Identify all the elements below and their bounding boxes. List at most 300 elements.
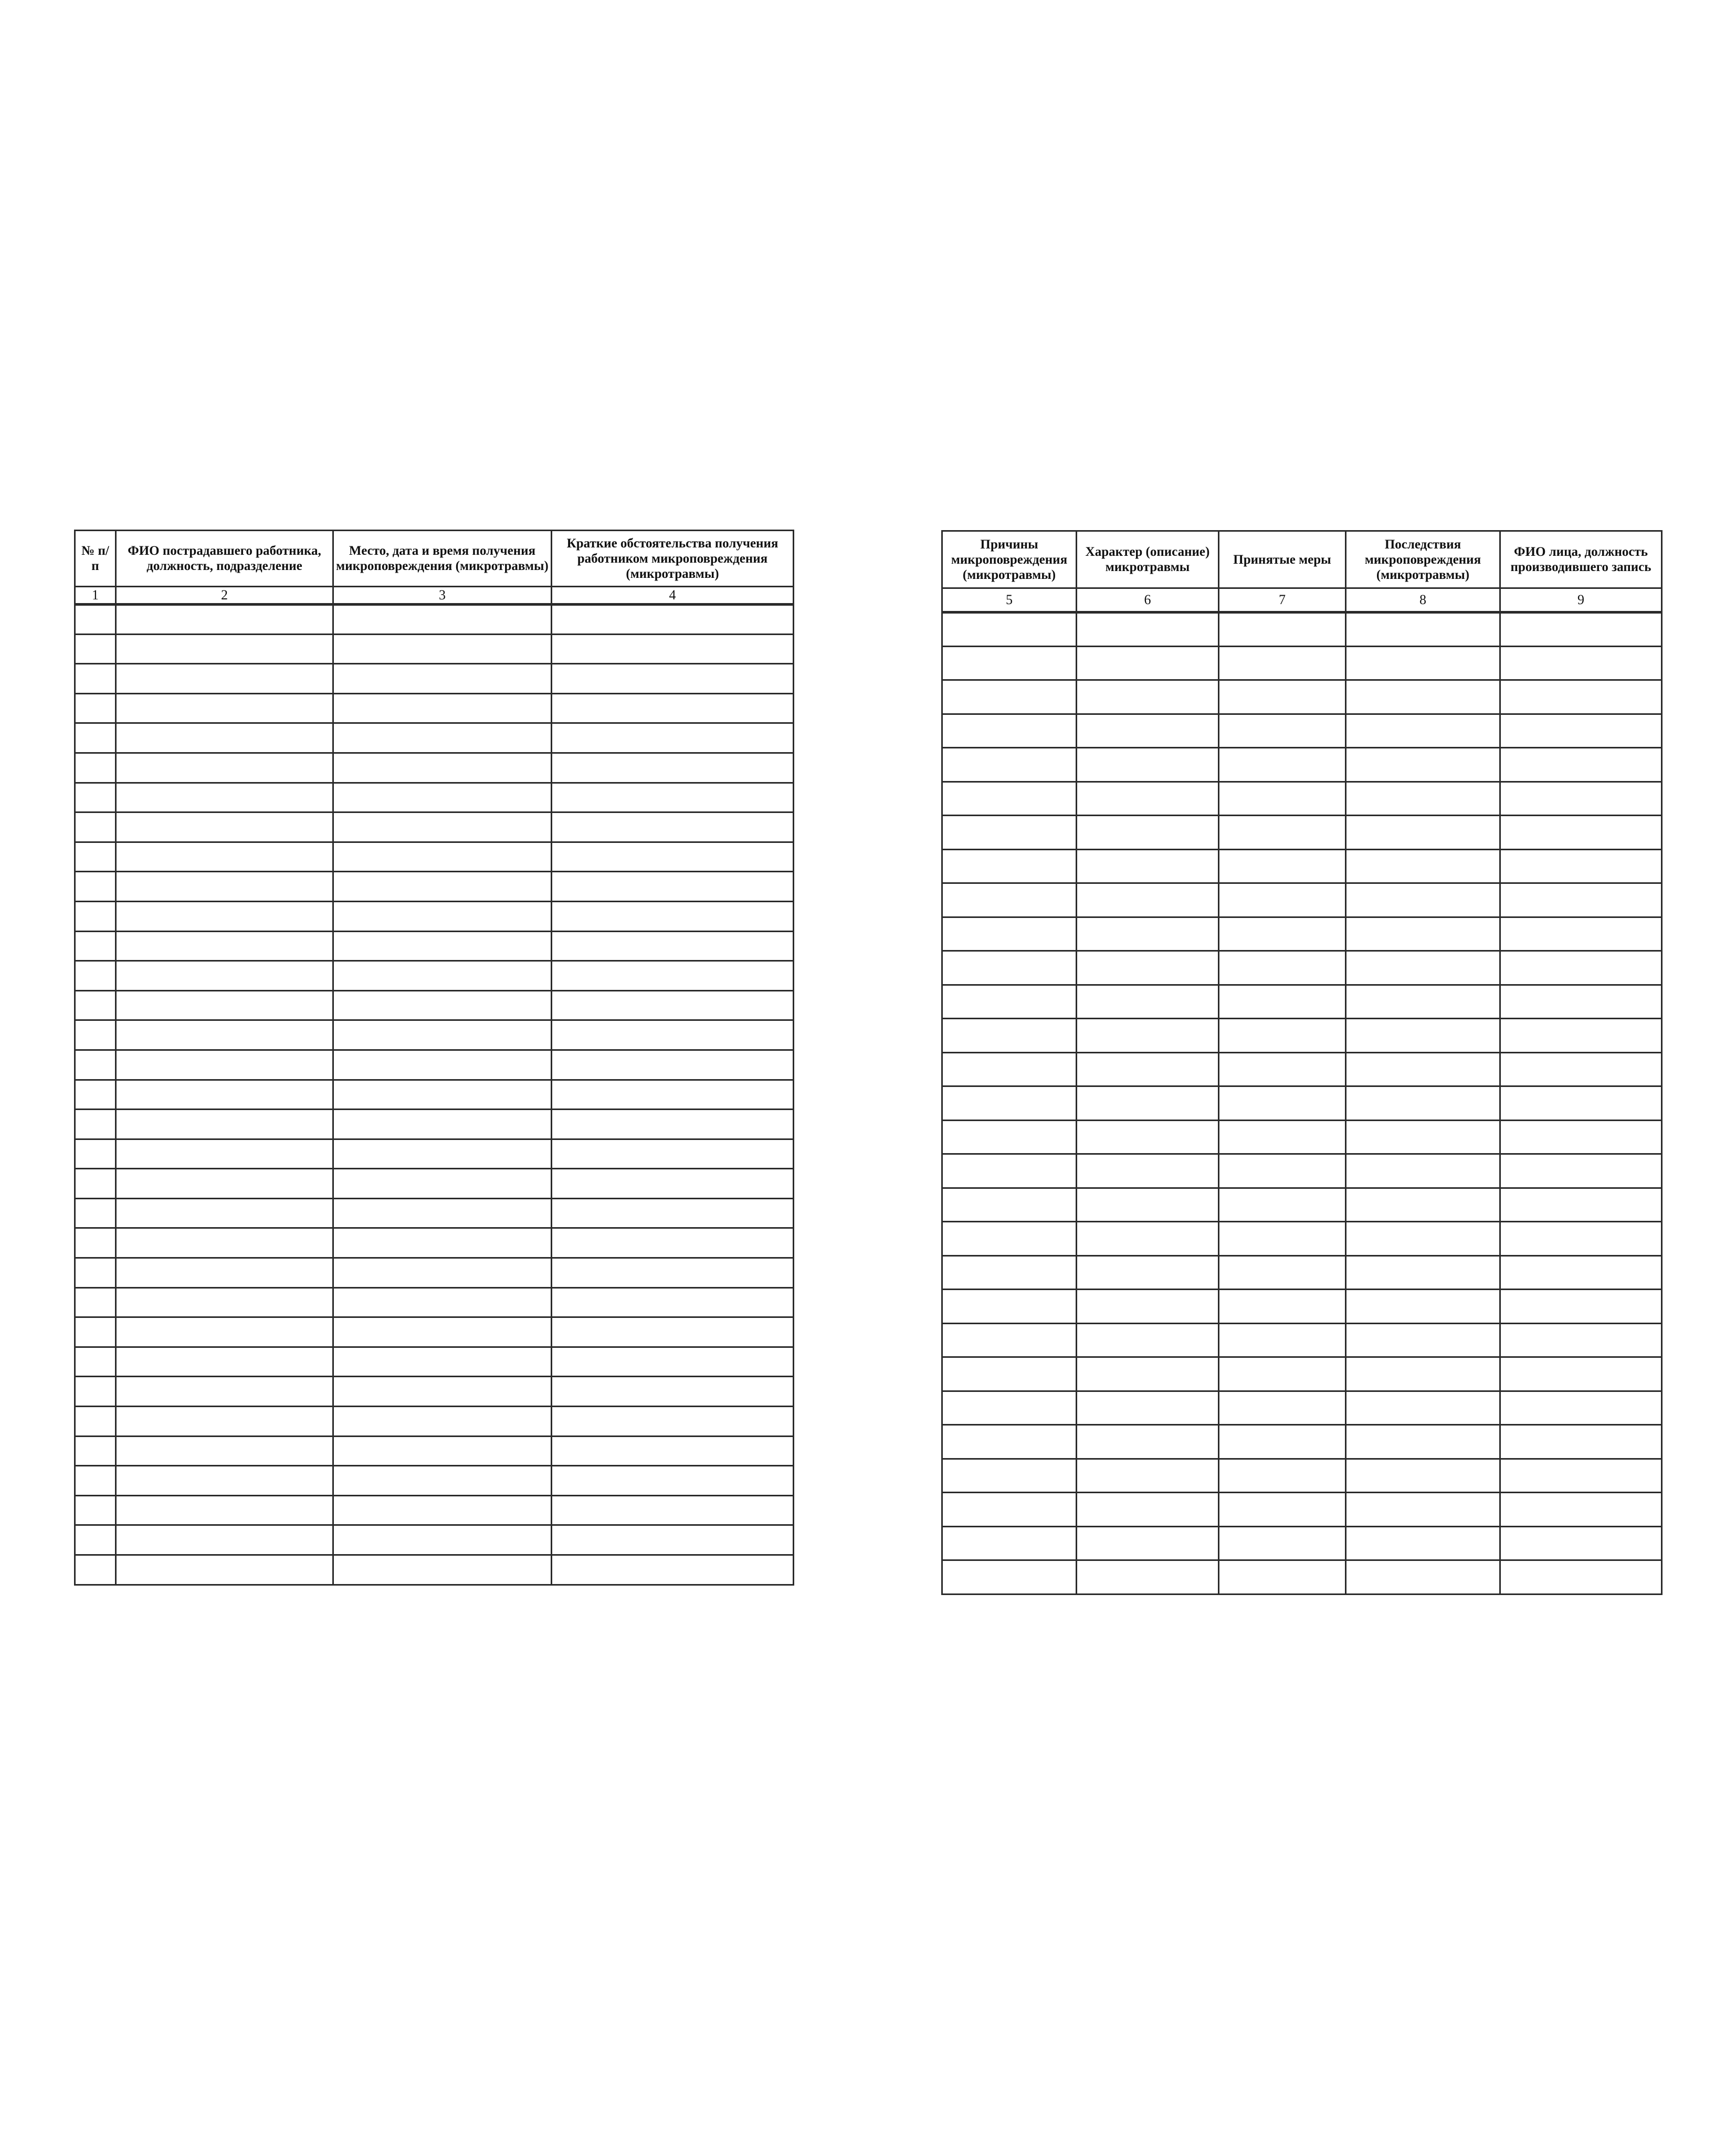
entry-cell[interactable] — [116, 634, 333, 664]
entry-cell[interactable] — [1219, 1560, 1346, 1595]
entry-cell[interactable] — [333, 783, 552, 812]
entry-cell[interactable] — [1077, 1357, 1219, 1391]
entry-cell[interactable] — [942, 1425, 1077, 1459]
entry-cell[interactable] — [75, 1407, 116, 1437]
entry-cell[interactable] — [75, 872, 116, 902]
entry-cell[interactable] — [1077, 680, 1219, 714]
entry-cell[interactable] — [1077, 1222, 1219, 1256]
entry-cell[interactable] — [552, 1436, 794, 1466]
entry-cell[interactable] — [1500, 849, 1662, 883]
entry-cell[interactable] — [1219, 782, 1346, 816]
entry-cell[interactable] — [552, 1258, 794, 1288]
entry-cell[interactable] — [942, 1188, 1077, 1222]
entry-cell[interactable] — [1346, 951, 1500, 985]
entry-cell[interactable] — [116, 693, 333, 723]
entry-cell[interactable] — [1346, 1560, 1500, 1595]
entry-cell[interactable] — [75, 1139, 116, 1169]
table-row — [942, 883, 1662, 917]
entry-cell[interactable] — [75, 1287, 116, 1317]
entry-cell[interactable] — [116, 1080, 333, 1110]
entry-cell[interactable] — [552, 753, 794, 783]
entry-cell[interactable] — [1500, 917, 1662, 951]
entry-cell[interactable] — [333, 1080, 552, 1110]
left-table-body — [75, 605, 794, 1585]
entry-cell[interactable] — [552, 1228, 794, 1258]
entry-cell[interactable] — [552, 1110, 794, 1139]
entry-cell[interactable] — [116, 723, 333, 753]
entry-cell[interactable] — [75, 1347, 116, 1377]
table-row — [942, 917, 1662, 951]
table-row — [75, 901, 794, 931]
entry-cell[interactable] — [116, 783, 333, 812]
entry-cell[interactable] — [552, 1020, 794, 1050]
entry-cell[interactable] — [75, 1377, 116, 1407]
entry-cell[interactable] — [333, 990, 552, 1020]
entry-cell[interactable] — [116, 1287, 333, 1317]
entry-cell[interactable] — [116, 990, 333, 1020]
table-row — [942, 1120, 1662, 1154]
entry-cell[interactable] — [942, 1526, 1077, 1560]
entry-cell[interactable] — [333, 1317, 552, 1347]
entry-cell[interactable] — [333, 1525, 552, 1555]
entry-cell[interactable] — [1077, 816, 1219, 850]
entry-cell[interactable] — [552, 664, 794, 694]
entry-cell[interactable] — [116, 1139, 333, 1169]
table-row — [75, 1228, 794, 1258]
entry-cell[interactable] — [1077, 1391, 1219, 1425]
entry-cell[interactable] — [116, 1377, 333, 1407]
entry-cell[interactable] — [552, 605, 794, 635]
entry-cell[interactable] — [1346, 1222, 1500, 1256]
entry-cell[interactable] — [1219, 951, 1346, 985]
entry-cell[interactable] — [552, 1495, 794, 1525]
entry-cell[interactable] — [333, 1436, 552, 1466]
entry-cell[interactable] — [333, 1377, 552, 1407]
entry-cell[interactable] — [116, 1495, 333, 1525]
entry-cell[interactable] — [116, 1198, 333, 1228]
entry-cell[interactable] — [333, 723, 552, 753]
entry-cell[interactable] — [942, 1154, 1077, 1188]
entry-cell[interactable] — [1500, 1086, 1662, 1121]
entry-cell[interactable] — [942, 613, 1077, 647]
entry-cell[interactable] — [1500, 1323, 1662, 1357]
entry-cell[interactable] — [552, 1525, 794, 1555]
entry-cell[interactable] — [75, 1317, 116, 1347]
entry-cell[interactable] — [942, 816, 1077, 850]
entry-cell[interactable] — [75, 693, 116, 723]
entry-cell[interactable] — [75, 842, 116, 872]
entry-cell[interactable] — [116, 1555, 333, 1585]
entry-cell[interactable] — [942, 1052, 1077, 1086]
entry-cell[interactable] — [116, 961, 333, 991]
entry-cell[interactable] — [1219, 917, 1346, 951]
entry-cell[interactable] — [75, 1466, 116, 1496]
entry-cell[interactable] — [552, 1050, 794, 1080]
entry-cell[interactable] — [116, 1525, 333, 1555]
entry-cell[interactable] — [552, 990, 794, 1020]
entry-cell[interactable] — [1219, 1019, 1346, 1053]
entry-cell[interactable] — [1346, 849, 1500, 883]
entry-cell[interactable] — [1077, 1120, 1219, 1154]
entry-cell[interactable] — [552, 1466, 794, 1496]
entry-cell[interactable] — [942, 917, 1077, 951]
entry-cell[interactable] — [75, 1169, 116, 1199]
entry-cell[interactable] — [333, 1139, 552, 1169]
entry-cell[interactable] — [552, 961, 794, 991]
entry-cell[interactable] — [552, 1287, 794, 1317]
entry-cell[interactable] — [1077, 1323, 1219, 1357]
entry-cell[interactable] — [75, 1258, 116, 1288]
entry-cell[interactable] — [333, 1050, 552, 1080]
entry-cell[interactable] — [333, 1198, 552, 1228]
entry-cell[interactable] — [1346, 917, 1500, 951]
entry-cell[interactable] — [1219, 1459, 1346, 1493]
entry-cell[interactable] — [1346, 1019, 1500, 1053]
table-row — [75, 842, 794, 872]
entry-cell[interactable] — [1346, 1290, 1500, 1324]
entry-cell[interactable] — [75, 605, 116, 635]
entry-cell[interactable] — [75, 1555, 116, 1585]
entry-cell[interactable] — [1077, 985, 1219, 1019]
entry-cell[interactable] — [1077, 1459, 1219, 1493]
entry-cell[interactable] — [552, 1198, 794, 1228]
right-table-body — [942, 613, 1662, 1595]
entry-cell[interactable] — [333, 872, 552, 902]
entry-cell[interactable] — [116, 812, 333, 842]
table-row — [75, 1287, 794, 1317]
entry-cell[interactable] — [1077, 1560, 1219, 1595]
entry-cell[interactable] — [1500, 1255, 1662, 1290]
entry-cell[interactable] — [1346, 1323, 1500, 1357]
entry-cell[interactable] — [552, 1169, 794, 1199]
entry-cell[interactable] — [1346, 646, 1500, 680]
entry-cell[interactable] — [1500, 1425, 1662, 1459]
entry-cell[interactable] — [1500, 1290, 1662, 1324]
entry-cell[interactable] — [116, 1347, 333, 1377]
entry-cell[interactable] — [942, 849, 1077, 883]
entry-cell[interactable] — [1346, 680, 1500, 714]
entry-cell[interactable] — [1077, 849, 1219, 883]
entry-cell[interactable] — [333, 1347, 552, 1377]
entry-cell[interactable] — [75, 1050, 116, 1080]
entry-cell[interactable] — [1346, 1188, 1500, 1222]
entry-cell[interactable] — [552, 872, 794, 902]
entry-cell[interactable] — [1346, 1526, 1500, 1560]
entry-cell[interactable] — [1500, 748, 1662, 782]
entry-cell[interactable] — [1346, 985, 1500, 1019]
entry-cell[interactable] — [116, 605, 333, 635]
entry-cell[interactable] — [1500, 1357, 1662, 1391]
entry-cell[interactable] — [942, 748, 1077, 782]
entry-cell[interactable] — [1219, 1120, 1346, 1154]
entry-cell[interactable] — [116, 753, 333, 783]
entry-cell[interactable] — [942, 951, 1077, 985]
entry-cell[interactable] — [1219, 1323, 1346, 1357]
entry-cell[interactable] — [1077, 883, 1219, 917]
entry-cell[interactable] — [1219, 883, 1346, 917]
entry-cell[interactable] — [1500, 1391, 1662, 1425]
column-number: 1 — [75, 587, 116, 605]
entry-cell[interactable] — [1219, 985, 1346, 1019]
entry-cell[interactable] — [75, 664, 116, 694]
entry-cell[interactable] — [552, 1347, 794, 1377]
entry-cell[interactable] — [1219, 613, 1346, 647]
entry-cell[interactable] — [1077, 1526, 1219, 1560]
entry-cell[interactable] — [75, 1495, 116, 1525]
entry-cell[interactable] — [75, 961, 116, 991]
entry-cell[interactable] — [1346, 1493, 1500, 1527]
entry-cell[interactable] — [333, 901, 552, 931]
entry-cell[interactable] — [1500, 714, 1662, 748]
entry-cell[interactable] — [1077, 917, 1219, 951]
entry-cell[interactable] — [116, 1228, 333, 1258]
entry-cell[interactable] — [1077, 782, 1219, 816]
entry-cell[interactable] — [75, 901, 116, 931]
entry-cell[interactable] — [333, 1020, 552, 1050]
entry-cell[interactable] — [552, 1080, 794, 1110]
entry-cell[interactable] — [1219, 1188, 1346, 1222]
entry-cell[interactable] — [1346, 883, 1500, 917]
entry-cell[interactable] — [552, 1555, 794, 1585]
table-row — [75, 1080, 794, 1110]
entry-cell[interactable] — [942, 1255, 1077, 1290]
entry-cell[interactable] — [1219, 1222, 1346, 1256]
column-number: 3 — [333, 587, 552, 605]
entry-cell[interactable] — [1219, 1086, 1346, 1121]
entry-cell[interactable] — [552, 901, 794, 931]
entry-cell[interactable] — [942, 1086, 1077, 1121]
entry-cell[interactable] — [116, 1258, 333, 1288]
entry-cell[interactable] — [1077, 646, 1219, 680]
entry-cell[interactable] — [75, 723, 116, 753]
entry-cell[interactable] — [1500, 1526, 1662, 1560]
entry-cell[interactable] — [333, 1555, 552, 1585]
table-row — [942, 1323, 1662, 1357]
entry-cell[interactable] — [942, 1459, 1077, 1493]
entry-cell[interactable] — [333, 1110, 552, 1139]
entry-cell[interactable] — [1346, 1052, 1500, 1086]
entry-cell[interactable] — [1219, 1052, 1346, 1086]
table-row — [942, 1526, 1662, 1560]
entry-cell[interactable] — [116, 664, 333, 694]
entry-cell[interactable] — [942, 985, 1077, 1019]
entry-cell[interactable] — [116, 901, 333, 931]
entry-cell[interactable] — [942, 680, 1077, 714]
column-header-place-date-time: Место, дата и время получения микроповреждения (микротравмы) — [333, 531, 552, 587]
entry-cell[interactable] — [1500, 1019, 1662, 1053]
entry-cell[interactable] — [1500, 951, 1662, 985]
entry-cell[interactable] — [552, 1139, 794, 1169]
entry-cell[interactable] — [552, 1317, 794, 1347]
entry-cell[interactable] — [75, 1080, 116, 1110]
entry-cell[interactable] — [1219, 1391, 1346, 1425]
table-row — [75, 634, 794, 664]
entry-cell[interactable] — [333, 842, 552, 872]
entry-cell[interactable] — [1346, 1255, 1500, 1290]
entry-cell[interactable] — [1500, 782, 1662, 816]
entry-cell[interactable] — [75, 1110, 116, 1139]
entry-cell[interactable] — [942, 883, 1077, 917]
entry-cell[interactable] — [1500, 1493, 1662, 1527]
entry-cell[interactable] — [116, 1317, 333, 1347]
entry-cell[interactable] — [942, 1323, 1077, 1357]
entry-cell[interactable] — [75, 1436, 116, 1466]
entry-cell[interactable] — [1219, 1526, 1346, 1560]
journal-table-left-page — [74, 530, 794, 1586]
entry-cell[interactable] — [1346, 1459, 1500, 1493]
entry-cell[interactable] — [942, 1120, 1077, 1154]
entry-cell[interactable] — [1346, 816, 1500, 850]
entry-cell[interactable] — [333, 693, 552, 723]
entry-cell[interactable] — [333, 753, 552, 783]
entry-cell[interactable] — [942, 1560, 1077, 1595]
table-row — [75, 1258, 794, 1288]
entry-cell[interactable] — [1346, 714, 1500, 748]
entry-cell[interactable] — [116, 1110, 333, 1139]
entry-cell[interactable] — [75, 812, 116, 842]
entry-cell[interactable] — [552, 783, 794, 812]
entry-cell[interactable] — [1077, 1290, 1219, 1324]
entry-cell[interactable] — [1219, 646, 1346, 680]
entry-cell[interactable] — [1219, 1493, 1346, 1527]
entry-cell[interactable] — [1077, 1154, 1219, 1188]
entry-cell[interactable] — [1219, 748, 1346, 782]
entry-cell[interactable] — [552, 1377, 794, 1407]
entry-cell[interactable] — [552, 931, 794, 961]
entry-cell[interactable] — [75, 753, 116, 783]
entry-cell[interactable] — [333, 961, 552, 991]
entry-cell[interactable] — [1219, 1357, 1346, 1391]
entry-cell[interactable] — [333, 1258, 552, 1288]
entry-cell[interactable] — [116, 1466, 333, 1496]
entry-cell[interactable] — [552, 723, 794, 753]
entry-cell[interactable] — [116, 1050, 333, 1080]
entry-cell[interactable] — [1219, 1290, 1346, 1324]
entry-cell[interactable] — [333, 1228, 552, 1258]
entry-cell[interactable] — [1219, 1255, 1346, 1290]
entry-cell[interactable] — [1500, 1052, 1662, 1086]
table-row — [75, 931, 794, 961]
entry-cell[interactable] — [333, 1169, 552, 1199]
entry-cell[interactable] — [552, 634, 794, 664]
entry-cell[interactable] — [942, 714, 1077, 748]
entry-cell[interactable] — [1500, 985, 1662, 1019]
entry-cell[interactable] — [1077, 1052, 1219, 1086]
entry-cell[interactable] — [1219, 849, 1346, 883]
entry-cell[interactable] — [942, 1019, 1077, 1053]
entry-cell[interactable] — [116, 1169, 333, 1199]
entry-cell[interactable] — [75, 931, 116, 961]
entry-cell[interactable] — [1219, 1425, 1346, 1459]
entry-cell[interactable] — [552, 812, 794, 842]
entry-cell[interactable] — [116, 1020, 333, 1050]
entry-cell[interactable] — [942, 782, 1077, 816]
entry-cell[interactable] — [942, 1222, 1077, 1256]
entry-cell[interactable] — [1500, 1154, 1662, 1188]
entry-cell[interactable] — [333, 1495, 552, 1525]
entry-cell[interactable] — [1346, 1120, 1500, 1154]
entry-cell[interactable] — [1077, 1493, 1219, 1527]
entry-cell[interactable] — [552, 693, 794, 723]
entry-cell[interactable] — [1346, 1357, 1500, 1391]
entry-cell[interactable] — [333, 1407, 552, 1437]
entry-cell[interactable] — [1346, 782, 1500, 816]
entry-cell[interactable] — [1346, 1154, 1500, 1188]
entry-cell[interactable] — [75, 1198, 116, 1228]
entry-cell[interactable] — [1346, 748, 1500, 782]
entry-cell[interactable] — [333, 634, 552, 664]
entry-cell[interactable] — [116, 1436, 333, 1466]
entry-cell[interactable] — [1077, 748, 1219, 782]
entry-cell[interactable] — [1500, 613, 1662, 647]
entry-cell[interactable] — [75, 1228, 116, 1258]
entry-cell[interactable] — [1346, 613, 1500, 647]
entry-cell[interactable] — [75, 783, 116, 812]
entry-cell[interactable] — [333, 1287, 552, 1317]
entry-cell[interactable] — [942, 1493, 1077, 1527]
entry-cell[interactable] — [942, 1391, 1077, 1425]
entry-cell[interactable] — [1346, 1425, 1500, 1459]
entry-cell[interactable] — [1500, 1560, 1662, 1595]
table-row — [942, 714, 1662, 748]
entry-cell[interactable] — [75, 1525, 116, 1555]
entry-cell[interactable] — [1077, 1188, 1219, 1222]
entry-cell[interactable] — [116, 1407, 333, 1437]
entry-cell[interactable] — [1500, 1459, 1662, 1493]
entry-cell[interactable] — [1500, 680, 1662, 714]
table-row — [942, 1019, 1662, 1053]
entry-cell[interactable] — [116, 842, 333, 872]
entry-cell[interactable] — [333, 931, 552, 961]
entry-cell[interactable] — [1219, 816, 1346, 850]
entry-cell[interactable] — [1077, 714, 1219, 748]
entry-cell[interactable] — [75, 634, 116, 664]
entry-cell[interactable] — [552, 1407, 794, 1437]
entry-cell[interactable] — [1077, 1086, 1219, 1121]
entry-cell[interactable] — [1500, 646, 1662, 680]
entry-cell[interactable] — [1500, 1222, 1662, 1256]
entry-cell[interactable] — [1346, 1086, 1500, 1121]
entry-cell[interactable] — [1500, 1120, 1662, 1154]
entry-cell[interactable] — [942, 646, 1077, 680]
entry-cell[interactable] — [1077, 1425, 1219, 1459]
entry-cell[interactable] — [1500, 816, 1662, 850]
entry-cell[interactable] — [116, 931, 333, 961]
entry-cell[interactable] — [1500, 1188, 1662, 1222]
entry-cell[interactable] — [1219, 714, 1346, 748]
entry-cell[interactable] — [552, 842, 794, 872]
entry-cell[interactable] — [1346, 1391, 1500, 1425]
entry-cell[interactable] — [1077, 613, 1219, 647]
entry-cell[interactable] — [1500, 883, 1662, 917]
entry-cell[interactable] — [116, 872, 333, 902]
entry-cell[interactable] — [333, 664, 552, 694]
entry-cell[interactable] — [75, 990, 116, 1020]
entry-cell[interactable] — [1219, 1154, 1346, 1188]
entry-cell[interactable] — [942, 1290, 1077, 1324]
table-row — [942, 1425, 1662, 1459]
entry-cell[interactable] — [1077, 1255, 1219, 1290]
entry-cell[interactable] — [333, 812, 552, 842]
entry-cell[interactable] — [333, 605, 552, 635]
entry-cell[interactable] — [1077, 951, 1219, 985]
entry-cell[interactable] — [75, 1020, 116, 1050]
entry-cell[interactable] — [333, 1466, 552, 1496]
entry-cell[interactable] — [1219, 680, 1346, 714]
table-row — [942, 816, 1662, 850]
entry-cell[interactable] — [1077, 1019, 1219, 1053]
entry-cell[interactable] — [942, 1357, 1077, 1391]
